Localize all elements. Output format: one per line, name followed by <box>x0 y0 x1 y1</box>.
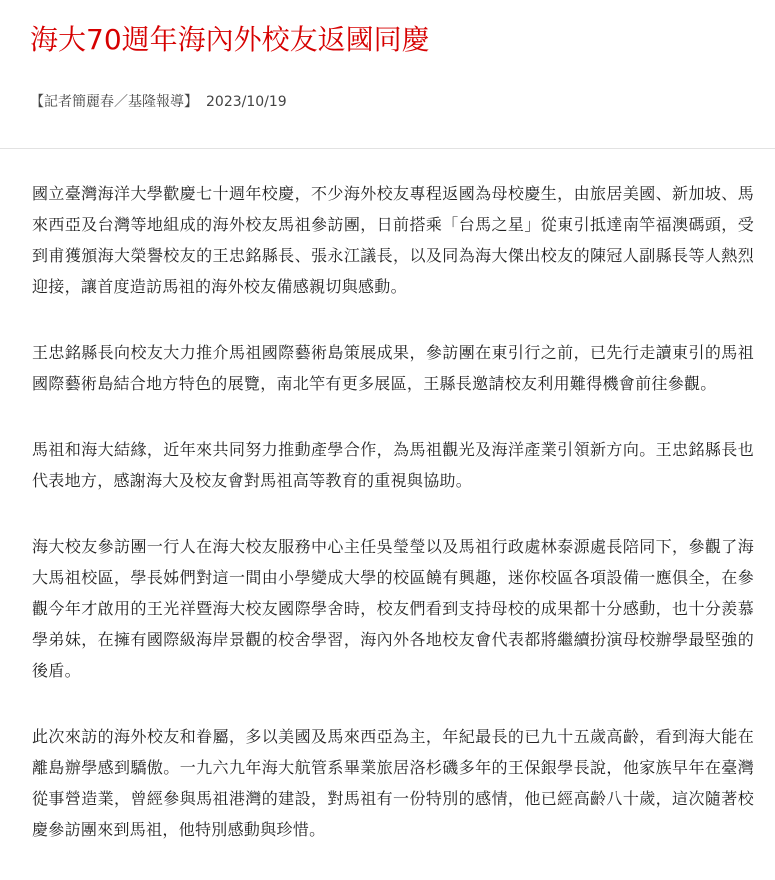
article-paragraph: 此次來訪的海外校友和眷屬，多以美國及馬來西亞為主，年紀最長的已九十五歲高齡，看到海大能在離島辦學感到驕傲。一九六九年海大航管系畢業旅居洛杉磯多年的王保銀學長說，他家族早年在臺灣從事營造業，曾經參與馬祖港灣的建設，對馬祖有一份特別的感情，他已經高齡八十歲，這次隨著校慶參訪團來到馬祖，他特別感動與珍惜。 <box>32 727 754 839</box>
article-byline <box>30 92 287 112</box>
article-paragraph: 馬祖和海大結緣，近年來共同努力推動產學合作，為馬祖觀光及海洋產業引領新方向。王忠銘縣長也代表地方，感謝海大及校友會對馬祖高等教育的重視與協助。 <box>32 440 754 490</box>
header-divider <box>0 148 775 149</box>
article-title: 海大70週年海內外校友返國同慶 <box>30 23 430 56</box>
article-paragraph: 海大校友參訪團一行人在海大校友服務中心主任吳瑩瑩以及馬祖行政處林泰源處長陪同下，參觀了海大馬祖校區，學長姊們對這一間由小學變成大學的校區饒有興趣，迷你校區各項設備一應俱全，在參觀今年才啟用的王光祥暨海大校友國際學舍時，校友們看到支持母校的成果都十分感動，也十分羨慕學弟妹，在擁有國際級海岸景觀的校舍學習，海內外各地校友會代表都將繼續扮演母校辦學最堅強的後盾。 <box>32 537 754 680</box>
article-paragraph: 王忠銘縣長向校友大力推介馬祖國際藝術島策展成果，參訪團在東引行之前，已先行走讀東引的馬祖國際藝術島結合地方特色的展覽，南北竿有更多展區，王縣長邀請校友利用難得機會前往參觀。 <box>32 343 754 393</box>
article-paragraph: 國立臺灣海洋大學歡慶七十週年校慶，不少海外校友專程返國為母校慶生，由旅居美國、新加坡、馬來西亞及台灣等地組成的海外校友馬祖參訪團，日前搭乘「台馬之星」從東引抵達南竿福澳碼頭，受到甫獲頒海大榮譽校友的王忠銘縣長、張永江議長，以及同為海大傑出校友的陳冠人副縣長等人熱烈迎接，讓首度造訪馬祖的海外校友備感親切與感動。 <box>32 184 754 296</box>
reporter-credit: 【記者簡麗春／基隆報導】 <box>30 94 198 110</box>
article-body <box>32 178 754 880</box>
publish-date: 2023/10/19 <box>206 94 287 110</box>
